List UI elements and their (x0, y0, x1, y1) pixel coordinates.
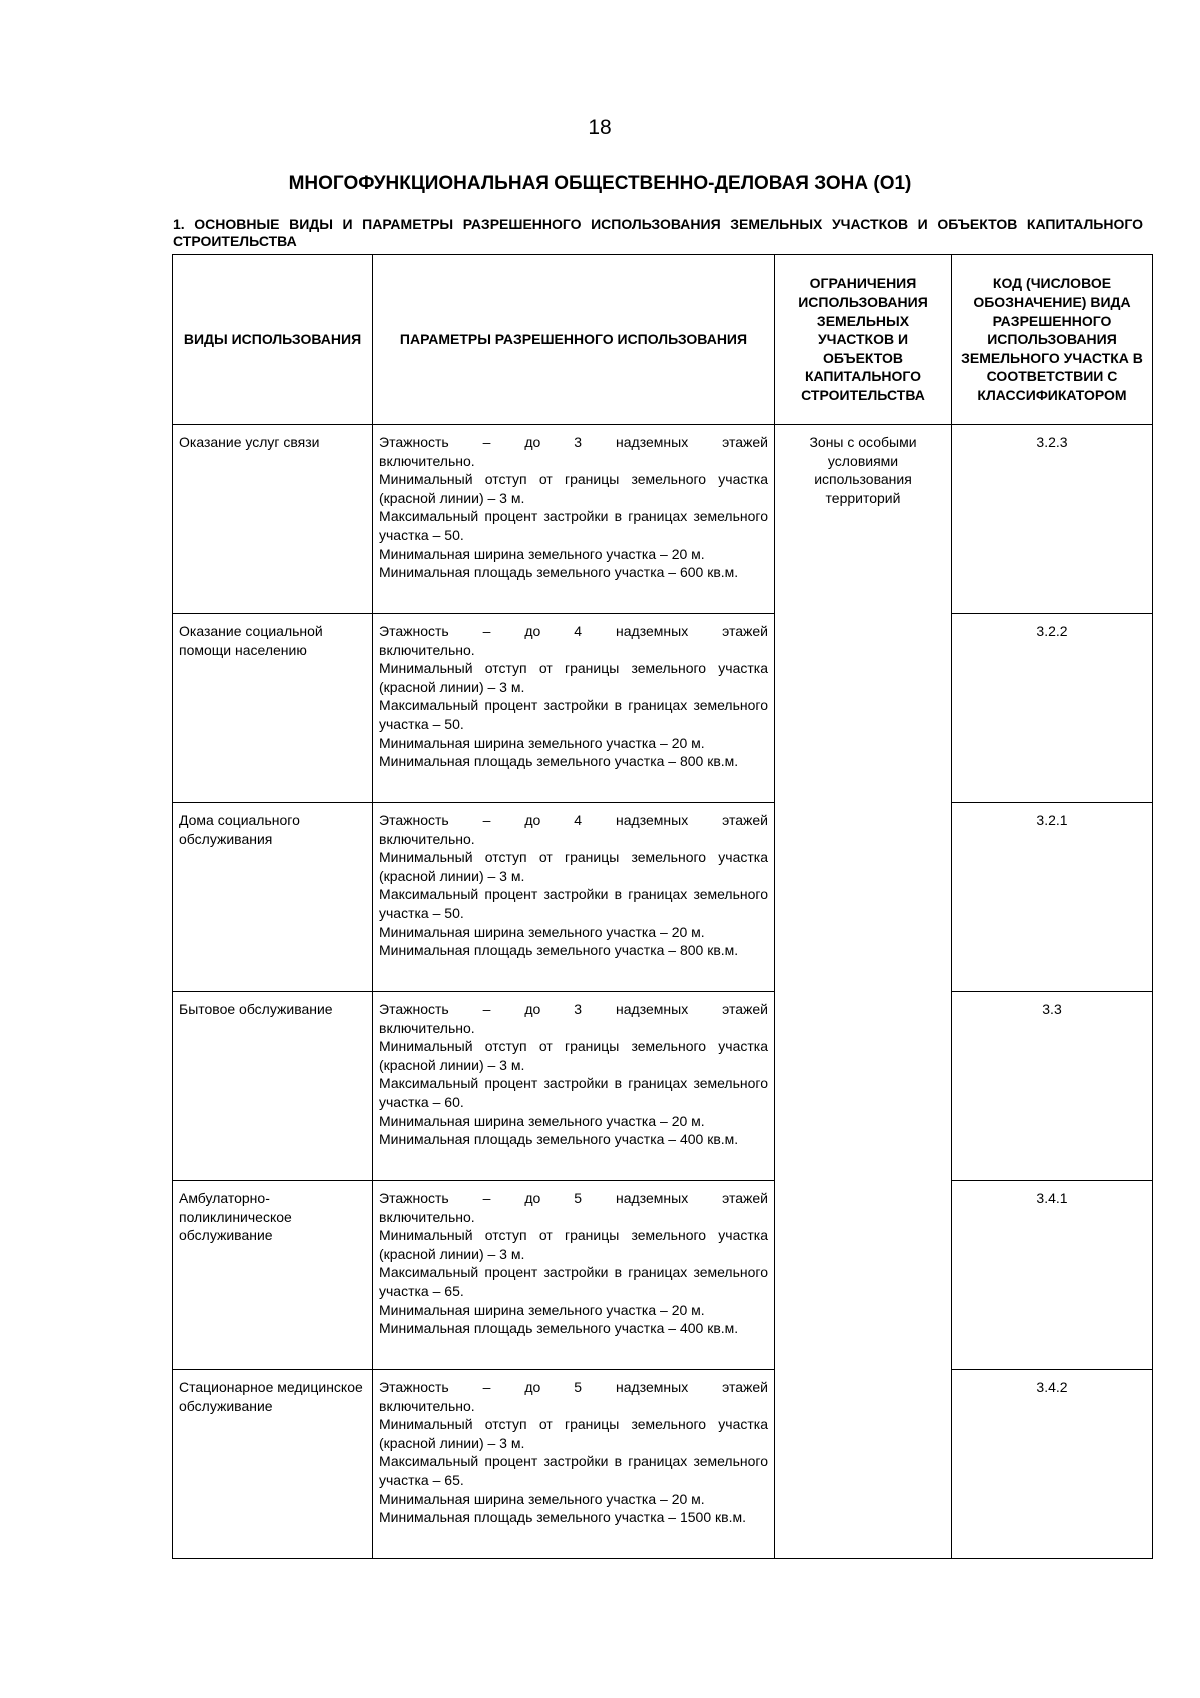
use-kind-cell: Амбулаторно-поликлиническое обслуживание (173, 1181, 373, 1370)
use-kind-cell: Оказание услуг связи (173, 425, 373, 614)
param-min-width: Минимальная ширина земельного участка – 20 м. (379, 1112, 705, 1129)
param-setback: Минимальный отступ от границы земельного участка (красной линии) – 3 м. (379, 849, 768, 884)
param-min-area: Минимальная площадь земельного участка – 1500 кв.м. (379, 1509, 746, 1526)
table-body (173, 425, 1153, 1559)
param-min-area: Минимальная площадь земельного участка – 400 кв.м. (379, 1320, 739, 1337)
page-number: 18 (588, 116, 612, 139)
param-floors: Этажность – до 5 надземных этажей (379, 1190, 768, 1206)
param-floors: Этажность – до 4 надземных этажей (379, 812, 768, 828)
param-coverage: Максимальный процент застройки в границах земельного участка – 65. (379, 1453, 768, 1488)
param-setback: Минимальный отступ от границы земельного участка (красной линии) – 3 м. (379, 1227, 768, 1262)
param-coverage: Максимальный процент застройки в границах земельного участка – 50. (379, 886, 768, 921)
use-kind-cell: Стационарное медицинское обслуживание (173, 1370, 373, 1559)
param-min-width: Минимальная ширина земельного участка – 20 м. (379, 1490, 705, 1507)
use-params-cell (373, 425, 775, 614)
classifier-code-cell: 3.2.1 (952, 803, 1153, 992)
use-params-cell (373, 614, 775, 803)
classifier-code-cell: 3.2.2 (952, 614, 1153, 803)
header-row (173, 255, 1153, 425)
use-params-cell (373, 803, 775, 992)
param-floors-suffix: включительно. (379, 1397, 475, 1414)
param-floors: Этажность – до 3 надземных этажей (379, 434, 768, 450)
table-header (173, 255, 1153, 425)
zone-title: МНОГОФУНКЦИОНАЛЬНАЯ ОБЩЕСТВЕННО-ДЕЛОВАЯ ЗОНА (О1) (288, 173, 912, 194)
param-floors-suffix: включительно. (379, 1019, 475, 1036)
table-row (173, 1370, 1153, 1559)
param-setback: Минимальный отступ от границы земельного участка (красной линии) – 3 м. (379, 660, 768, 695)
restrictions-cell: Зоны с особыми условиями использования территорий (775, 425, 952, 1559)
param-min-width: Минимальная ширина земельного участка – 20 м. (379, 734, 705, 751)
table-row (173, 1181, 1153, 1370)
header-params: ПАРАМЕТРЫ РАЗРЕШЕННОГО ИСПОЛЬЗОВАНИЯ (373, 255, 775, 425)
param-min-area: Минимальная площадь земельного участка – 400 кв.м. (379, 1131, 739, 1148)
land-use-regulations-table (172, 254, 1153, 1559)
param-setback: Минимальный отступ от границы земельного участка (красной линии) – 3 м. (379, 1038, 768, 1073)
param-min-width: Минимальная ширина земельного участка – 20 м. (379, 545, 705, 562)
use-kind-cell: Бытовое обслуживание (173, 992, 373, 1181)
param-floors-suffix: включительно. (379, 1208, 475, 1225)
table-row (173, 803, 1153, 992)
param-setback: Минимальный отступ от границы земельного участка (красной линии) – 3 м. (379, 471, 768, 506)
param-setback: Минимальный отступ от границы земельного участка (красной линии) – 3 м. (379, 1416, 768, 1451)
table-row (173, 992, 1153, 1181)
use-kind-cell: Дома социального обслуживания (173, 803, 373, 992)
param-floors-suffix: включительно. (379, 830, 475, 847)
table-row (173, 614, 1153, 803)
header-code: КОД (ЧИСЛОВОЕ ОБОЗНАЧЕНИЕ) ВИДА РАЗРЕШЕННОГО ИСПОЛЬЗОВАНИЯ ЗЕМЕЛЬНОГО УЧАСТКА В СООТВЕТСТВИИ С КЛАССИФИКАТОРОМ (952, 255, 1153, 425)
param-coverage: Максимальный процент застройки в границах земельного участка – 50. (379, 697, 768, 732)
param-min-width: Минимальная ширина земельного участка – 20 м. (379, 923, 705, 940)
use-kind-cell: Оказание социальной помощи населению (173, 614, 373, 803)
use-params-cell (373, 1370, 775, 1559)
header-kind: ВИДЫ ИСПОЛЬЗОВАНИЯ (173, 255, 373, 425)
param-min-area: Минимальная площадь земельного участка – 800 кв.м. (379, 753, 739, 770)
table-row (173, 425, 1153, 614)
classifier-code-cell: 3.3 (952, 992, 1153, 1181)
use-params-cell (373, 992, 775, 1181)
section-title: 1. ОСНОВНЫЕ ВИДЫ И ПАРАМЕТРЫ РАЗРЕШЕННОГО ИСПОЛЬЗОВАНИЯ ЗЕМЕЛЬНЫХ УЧАСТКОВ И ОБЪЕКТОВ КАПИТАЛЬНОГО СТРОИТЕЛЬСТВА (173, 216, 1143, 249)
param-coverage: Максимальный процент застройки в границах земельного участка – 60. (379, 1075, 768, 1110)
classifier-code-cell: 3.4.1 (952, 1181, 1153, 1370)
param-floors-suffix: включительно. (379, 452, 475, 469)
header-restrictions: ОГРАНИЧЕНИЯ ИСПОЛЬЗОВАНИЯ ЗЕМЕЛЬНЫХ УЧАСТКОВ И ОБЪЕКТОВ КАПИТАЛЬНОГО СТРОИТЕЛЬСТВА (775, 255, 952, 425)
use-params-cell (373, 1181, 775, 1370)
param-min-area: Минимальная площадь земельного участка – 600 кв.м. (379, 564, 739, 581)
param-coverage: Максимальный процент застройки в границах земельного участка – 50. (379, 508, 768, 543)
classifier-code-cell: 3.2.3 (952, 425, 1153, 614)
param-floors: Этажность – до 5 надземных этажей (379, 1379, 768, 1395)
param-floors: Этажность – до 4 надземных этажей (379, 623, 768, 639)
param-floors-suffix: включительно. (379, 641, 475, 658)
param-min-width: Минимальная ширина земельного участка – 20 м. (379, 1301, 705, 1318)
param-min-area: Минимальная площадь земельного участка – 800 кв.м. (379, 942, 739, 959)
classifier-code-cell: 3.4.2 (952, 1370, 1153, 1559)
param-coverage: Максимальный процент застройки в границах земельного участка – 65. (379, 1264, 768, 1299)
param-floors: Этажность – до 3 надземных этажей (379, 1001, 768, 1017)
